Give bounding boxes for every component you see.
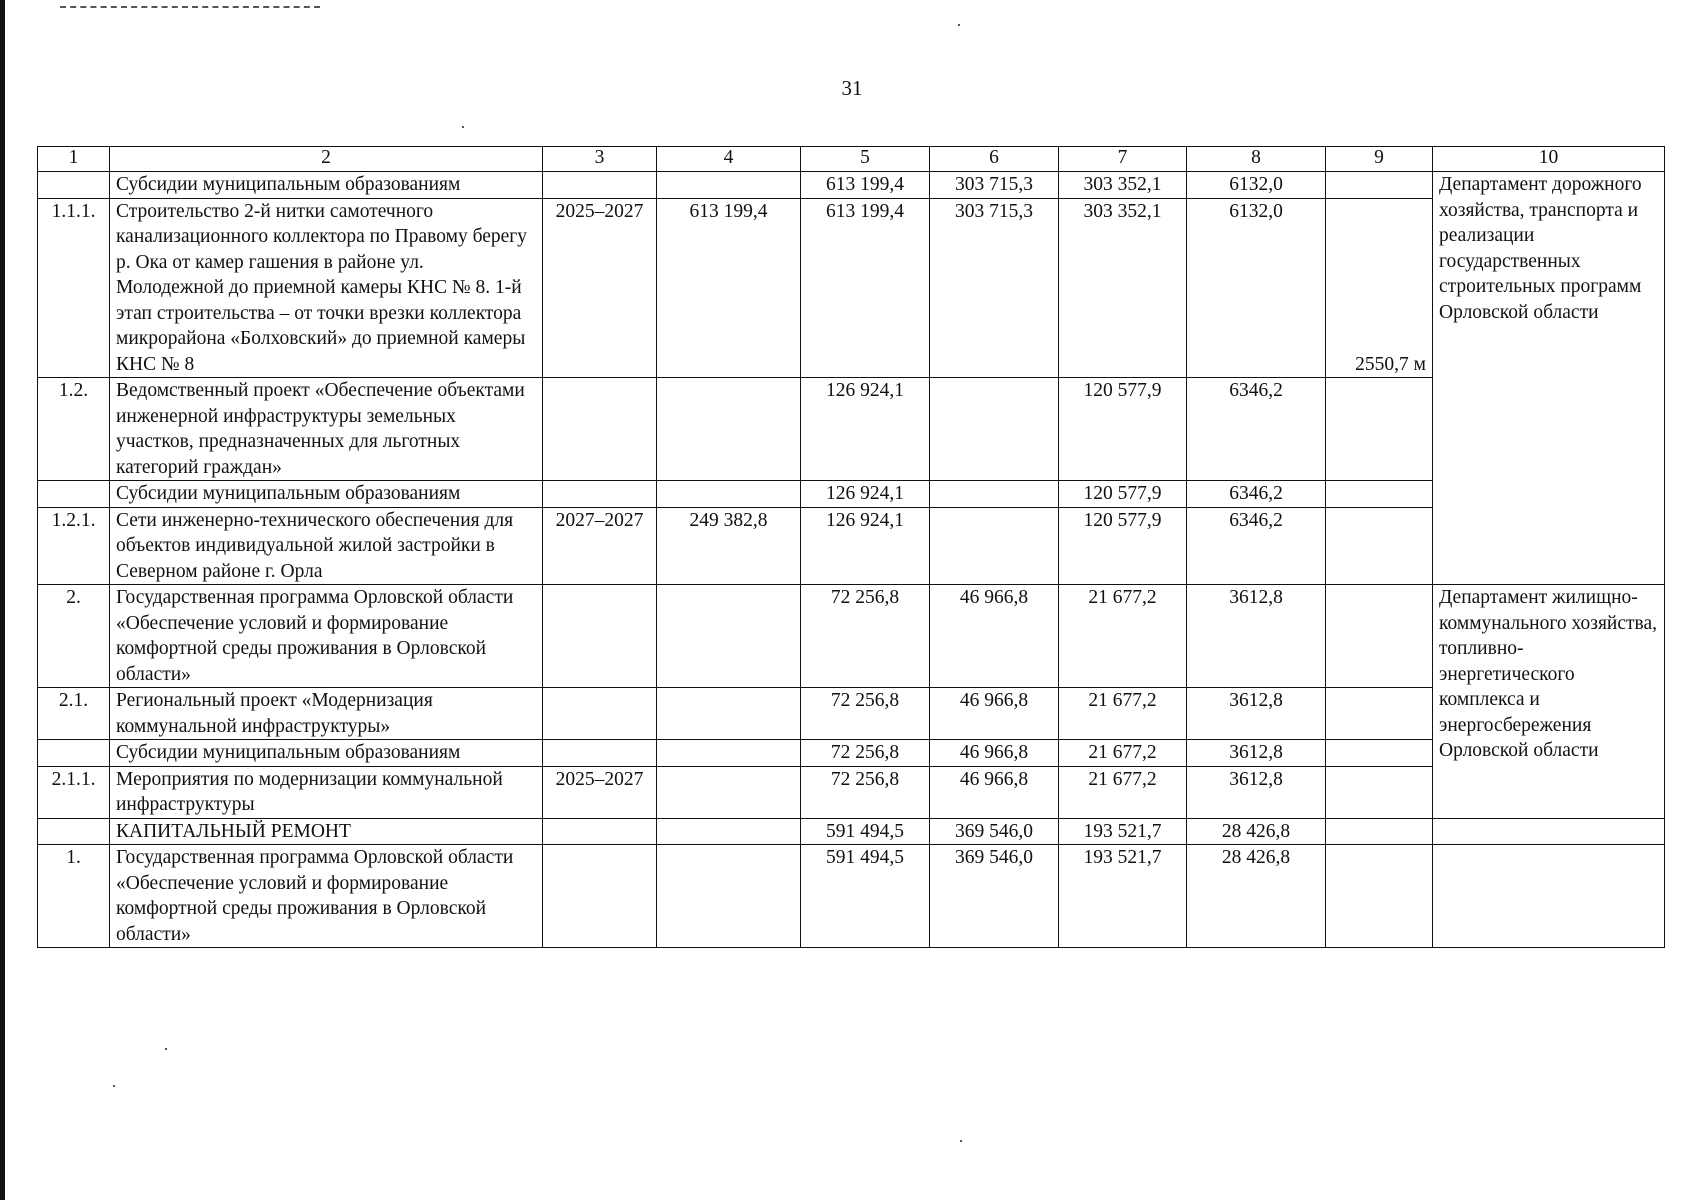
row-years	[543, 740, 657, 767]
row-col6: 369 546,0	[930, 818, 1059, 845]
row-col8: 3612,8	[1187, 585, 1326, 688]
row-total-cost	[657, 378, 801, 481]
row-col8: 28 426,8	[1187, 845, 1326, 948]
row-col7: 303 352,1	[1059, 198, 1187, 378]
row-col9	[1326, 766, 1433, 818]
column-number: 8	[1187, 147, 1326, 172]
table-row	[38, 378, 1665, 481]
row-name: Строительство 2-й нитки самотечного канализационного коллектора по Правому берегу р. Ока от камер гашения в районе ул. Молодежной до приемной камеры КНС № 8. 1-й этап строительства – от точки врезки коллектора микрорайона «Болховский» до приемной камеры КНС № 8	[110, 198, 543, 378]
row-col8: 6132,0	[1187, 172, 1326, 199]
row-name: Субсидии муниципальным образованиям	[110, 481, 543, 508]
row-col5: 591 494,5	[801, 845, 930, 948]
row-total-cost	[657, 172, 801, 199]
row-col8: 3612,8	[1187, 688, 1326, 740]
row-col5: 126 924,1	[801, 481, 930, 508]
table-row	[38, 740, 1665, 767]
scan-speck	[960, 1140, 962, 1142]
row-col6: 303 715,3	[930, 198, 1059, 378]
row-name: КАПИТАЛЬНЫЙ РЕМОНТ	[110, 818, 543, 845]
row-col5: 126 924,1	[801, 507, 930, 585]
row-number	[38, 481, 110, 508]
row-number	[38, 740, 110, 767]
row-col7: 21 677,2	[1059, 585, 1187, 688]
row-years	[543, 818, 657, 845]
scan-speck	[958, 24, 960, 26]
table-row	[38, 688, 1665, 740]
row-years	[543, 688, 657, 740]
row-years	[543, 585, 657, 688]
row-years: 2025–2027	[543, 198, 657, 378]
scan-speck	[113, 1085, 115, 1087]
row-years	[543, 172, 657, 199]
row-col7: 193 521,7	[1059, 818, 1187, 845]
page-number: 31	[841, 76, 863, 100]
row-col9	[1326, 172, 1433, 199]
table-row	[38, 172, 1665, 199]
responsible-department-empty	[1433, 845, 1665, 948]
column-number: 5	[801, 147, 930, 172]
row-total-cost	[657, 818, 801, 845]
row-col6: 46 966,8	[930, 688, 1059, 740]
table-row	[38, 818, 1665, 845]
row-number	[38, 172, 110, 199]
row-col8: 6346,2	[1187, 507, 1326, 585]
row-years	[543, 378, 657, 481]
column-number: 1	[38, 147, 110, 172]
row-col7: 21 677,2	[1059, 766, 1187, 818]
column-number-row	[38, 147, 1665, 172]
row-col5: 613 199,4	[801, 172, 930, 199]
row-col7: 303 352,1	[1059, 172, 1187, 199]
row-total-cost: 613 199,4	[657, 198, 801, 378]
row-total-cost	[657, 740, 801, 767]
row-col7: 120 577,9	[1059, 378, 1187, 481]
row-col5: 72 256,8	[801, 740, 930, 767]
table-row	[38, 585, 1665, 688]
table-row	[38, 845, 1665, 948]
row-col5: 72 256,8	[801, 688, 930, 740]
row-total-cost	[657, 481, 801, 508]
scan-speck	[462, 126, 464, 128]
row-col8: 28 426,8	[1187, 818, 1326, 845]
responsible-department-road: Департамент дорожного хозяйства, транспорта и реализации государственных строительных программ Орловской области	[1433, 172, 1665, 585]
row-col5: 613 199,4	[801, 198, 930, 378]
row-name: Сети инженерно-технического обеспечения для объектов индивидуальной жилой застройки в Северном районе г. Орла	[110, 507, 543, 585]
row-col5: 72 256,8	[801, 585, 930, 688]
scan-top-mark	[60, 6, 320, 8]
table-row	[38, 766, 1665, 818]
row-col9	[1326, 585, 1433, 688]
budget-table	[37, 146, 1665, 948]
row-col9	[1326, 198, 1433, 378]
row-col8: 6132,0	[1187, 198, 1326, 378]
row-total-cost	[657, 766, 801, 818]
row-number: 2.	[38, 585, 110, 688]
row-number: 1.2.1.	[38, 507, 110, 585]
row-total-cost: 249 382,8	[657, 507, 801, 585]
row-name: Региональный проект «Модернизация коммунальной инфраструктуры»	[110, 688, 543, 740]
row-total-cost	[657, 585, 801, 688]
row-col9	[1326, 740, 1433, 767]
row-total-cost	[657, 688, 801, 740]
row-name: Государственная программа Орловской области «Обеспечение условий и формирование комфортной среды проживания в Орловской области»	[110, 845, 543, 948]
column-number: 9	[1326, 147, 1433, 172]
row-number: 1.1.1.	[38, 198, 110, 378]
row-col6	[930, 378, 1059, 481]
row-years: 2027–2027	[543, 507, 657, 585]
row-col8: 6346,2	[1187, 378, 1326, 481]
row-years	[543, 481, 657, 508]
column-number: 4	[657, 147, 801, 172]
row-years: 2025–2027	[543, 766, 657, 818]
row-col8: 6346,2	[1187, 481, 1326, 508]
row-years	[543, 845, 657, 948]
row-col7: 193 521,7	[1059, 845, 1187, 948]
row-name: Государственная программа Орловской области «Обеспечение условий и формирование комфортной среды проживания в Орловской области»	[110, 585, 543, 688]
row-number: 2.1.1.	[38, 766, 110, 818]
row-col6	[930, 481, 1059, 508]
column-number: 3	[543, 147, 657, 172]
row-col6: 303 715,3	[930, 172, 1059, 199]
row-number: 1.	[38, 845, 110, 948]
row-col5: 126 924,1	[801, 378, 930, 481]
row-col7: 21 677,2	[1059, 740, 1187, 767]
row-total-cost	[657, 845, 801, 948]
row-col7: 120 577,9	[1059, 481, 1187, 508]
row-col8: 3612,8	[1187, 740, 1326, 767]
row-col8: 3612,8	[1187, 766, 1326, 818]
responsible-department-housing: Департамент жилищно-коммунального хозяйства, топливно-энергетического комплекса и энергосбережения Орловской области	[1433, 585, 1665, 819]
row-col6: 46 966,8	[930, 766, 1059, 818]
column-number: 6	[930, 147, 1059, 172]
scan-speck	[165, 1048, 167, 1050]
row-col6	[930, 507, 1059, 585]
row-number	[38, 818, 110, 845]
row-col5: 72 256,8	[801, 766, 930, 818]
scan-edge-bar	[0, 0, 5, 1200]
row-number: 2.1.	[38, 688, 110, 740]
row-col7: 120 577,9	[1059, 507, 1187, 585]
row-name: Субсидии муниципальным образованиям	[110, 740, 543, 767]
row-name: Субсидии муниципальным образованиям	[110, 172, 543, 199]
row-col6: 46 966,8	[930, 740, 1059, 767]
column-number: 7	[1059, 147, 1187, 172]
column-number: 10	[1433, 147, 1665, 172]
row-name: Ведомственный проект «Обеспечение объектами инженерной инфраструктуры земельных участков, предназначенных для льготных категорий граждан»	[110, 378, 543, 481]
row-col9-value: 2550,7 м	[1355, 354, 1426, 375]
responsible-department-empty	[1433, 818, 1665, 845]
row-col9	[1326, 818, 1433, 845]
column-number: 2	[110, 147, 543, 172]
table-row	[38, 198, 1665, 378]
row-col6: 369 546,0	[930, 845, 1059, 948]
row-name: Мероприятия по модернизации коммунальной инфраструктуры	[110, 766, 543, 818]
row-col9	[1326, 507, 1433, 585]
row-col9	[1326, 688, 1433, 740]
row-col9	[1326, 378, 1433, 481]
row-col9	[1326, 845, 1433, 948]
table-row	[38, 507, 1665, 585]
row-col5: 591 494,5	[801, 818, 930, 845]
row-col6: 46 966,8	[930, 585, 1059, 688]
row-number: 1.2.	[38, 378, 110, 481]
table-row	[38, 481, 1665, 508]
row-col7: 21 677,2	[1059, 688, 1187, 740]
row-col9	[1326, 481, 1433, 508]
